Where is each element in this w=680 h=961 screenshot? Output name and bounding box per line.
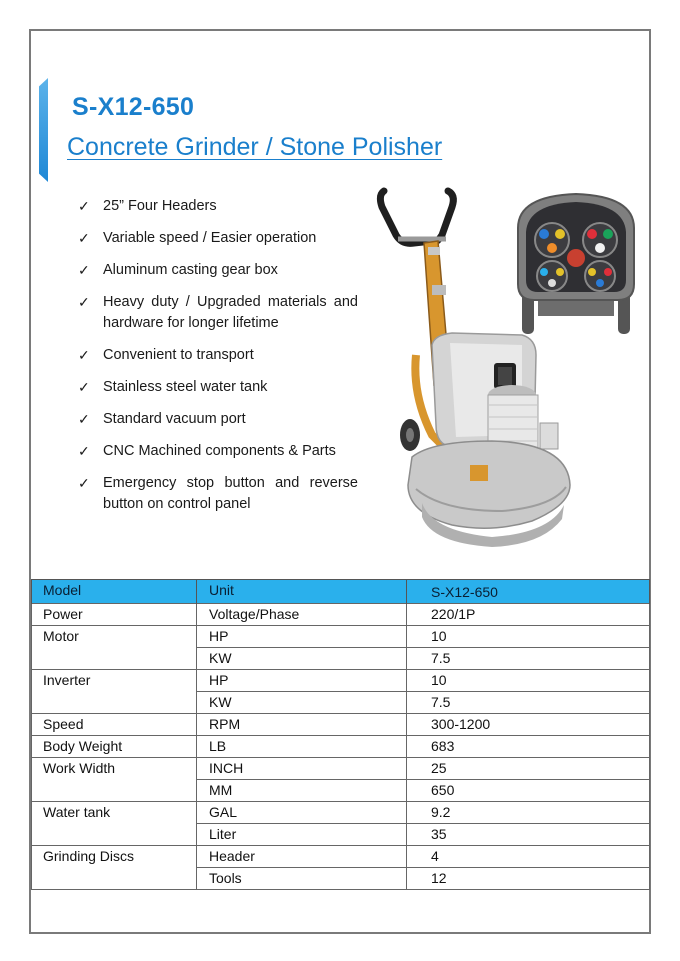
feature-text: 25” Four Headers [103,198,217,214]
feature-item [78,196,358,217]
check-icon: ✓ [78,262,90,278]
check-icon: ✓ [78,443,90,459]
spec-table [31,579,650,890]
table-row [32,692,650,714]
spec-value-cell: 7.5 [407,692,650,714]
spec-unit-cell: Tools [197,868,407,890]
check-icon: ✓ [78,475,90,491]
spec-item-cell [32,780,197,802]
spec-unit-cell: Voltage/Phase [197,604,407,626]
check-icon: ✓ [78,294,90,310]
spec-value-cell: 10 [407,670,650,692]
spec-item-cell: Speed [32,714,197,736]
check-icon: ✓ [78,411,90,427]
spec-header-cell: Unit [197,580,407,604]
table-row [32,670,650,692]
feature-text: Standard vacuum port [103,411,246,427]
spec-header-cell: S-X12-650 [407,580,650,604]
feature-text: Emergency stop button and reverse button on control panel [103,475,358,512]
spec-value-cell: 9.2 [407,802,650,824]
spec-unit-cell: LB [197,736,407,758]
table-row [32,714,650,736]
feature-text: Aluminum casting gear box [103,262,278,278]
spec-unit-cell: GAL [197,802,407,824]
spec-header-cell: Model [32,580,197,604]
spec-value-cell: 12 [407,868,650,890]
spec-unit-cell: HP [197,670,407,692]
spec-item-cell [32,648,197,670]
spec-unit-cell: Header [197,846,407,868]
spec-unit-cell: MM [197,780,407,802]
spec-item-cell: Grinding Discs [32,846,197,868]
feature-text: Convenient to transport [103,347,254,363]
feature-item [78,228,358,249]
feature-item [78,409,358,430]
spec-value-cell: 220/1P [407,604,650,626]
table-row [32,868,650,890]
spec-unit-cell: Liter [197,824,407,846]
spec-item-cell: Inverter [32,670,197,692]
spec-item-cell: Body Weight [32,736,197,758]
spec-item-cell [32,824,197,846]
spec-unit-cell: KW [197,648,407,670]
spec-header-row [32,580,650,604]
spec-item-cell [32,692,197,714]
table-row [32,846,650,868]
feature-text: Heavy duty / Upgraded materials and hardware for longer lifetime [103,294,358,331]
spec-item-cell: Water tank [32,802,197,824]
spec-unit-cell: HP [197,626,407,648]
check-icon: ✓ [78,230,90,246]
table-row [32,802,650,824]
spec-unit-cell: RPM [197,714,407,736]
feature-item [78,377,358,398]
spec-unit-cell: KW [197,692,407,714]
table-row [32,648,650,670]
spec-value-cell: 300-1200 [407,714,650,736]
concrete-grinder-image [372,185,582,550]
spec-value-cell: 35 [407,824,650,846]
feature-list [78,196,358,526]
table-row [32,626,650,648]
spec-value-cell: 10 [407,626,650,648]
feature-text: Variable speed / Easier operation [103,230,317,246]
table-row [32,758,650,780]
feature-item [78,292,358,334]
spec-value-cell: 650 [407,780,650,802]
table-row [32,604,650,626]
title-accent-bar [39,78,48,182]
spec-item-cell: Work Width [32,758,197,780]
check-icon: ✓ [78,198,90,214]
feature-item [78,473,358,515]
table-row [32,780,650,802]
feature-text: CNC Machined components & Parts [103,443,336,459]
check-icon: ✓ [78,347,90,363]
feature-text: Stainless steel water tank [103,379,268,395]
spec-value-cell: 683 [407,736,650,758]
feature-item [78,345,358,366]
model-title: S-X12-650 [72,93,195,121]
spec-item-cell [32,868,197,890]
spec-value-cell: 25 [407,758,650,780]
spec-unit-cell: INCH [197,758,407,780]
check-icon: ✓ [78,379,90,395]
table-row [32,824,650,846]
table-row [32,736,650,758]
spec-value-cell: 4 [407,846,650,868]
feature-item [78,441,358,462]
feature-item [78,260,358,281]
spec-value-cell: 7.5 [407,648,650,670]
product-subtitle: Concrete Grinder / Stone Polisher [67,133,443,161]
spec-item-cell: Power [32,604,197,626]
spec-item-cell: Motor [32,626,197,648]
